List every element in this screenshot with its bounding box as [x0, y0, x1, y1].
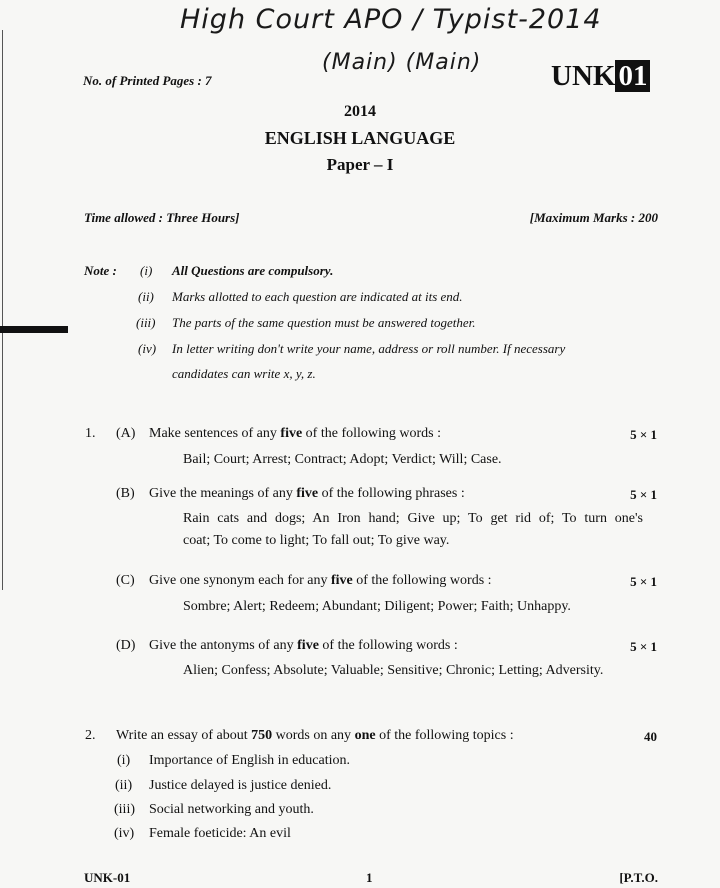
topic-text: Importance of English in education. [149, 753, 350, 768]
paper-code-box [551, 60, 650, 93]
paper-code-suffix: 01 [615, 60, 650, 92]
note-label: Note : [84, 263, 117, 278]
question-number: 2. [85, 728, 96, 743]
note-item-text: All Questions are compulsory. [172, 263, 334, 278]
paper-code-prefix: UNK [551, 60, 616, 92]
part-marks: 5 × 1 [630, 427, 657, 442]
footer-code: UNK-01 [84, 870, 131, 885]
note-item-continuation: candidates can write x, y, z. [172, 366, 316, 381]
note-item-num: (i) [140, 263, 153, 278]
note-item-text: In letter writing don't write your name, address or roll number. If necessary [172, 341, 566, 356]
note-item-num: (iii) [136, 315, 156, 330]
handwritten-note-line2: (Main) (Main) [322, 50, 482, 75]
scan-black-mark [0, 326, 68, 333]
page-number: 1 [366, 870, 373, 885]
note-item-num: (ii) [138, 289, 154, 304]
note-item-text: The parts of the same question must be answered together. [172, 315, 476, 330]
part-label: (C) [116, 573, 135, 588]
topic-text: Justice delayed is justice denied. [149, 778, 332, 793]
topic-text: Social networking and youth. [149, 802, 314, 817]
part-marks: 5 × 1 [630, 639, 657, 654]
question-instruction: Write an essay of about 750 words on any one of the following topics : [116, 728, 514, 743]
topic-num: (i) [117, 753, 131, 768]
part-instruction: Make sentences of any five of the following words : [149, 426, 441, 441]
part-content: Rain cats and dogs; An Iron hand; Give up; To get rid of; To turn one's [183, 511, 643, 526]
note-item-num: (iv) [138, 341, 157, 356]
topic-num: (iv) [114, 826, 135, 841]
part-content: Alien; Confess; Absolute; Valuable; Sensitive; Chronic; Letting; Adversity. [183, 663, 604, 678]
topic-num: (iii) [114, 802, 135, 817]
part-marks: 5 × 1 [630, 574, 657, 589]
part-instruction: Give the antonyms of any five of the following words : [149, 638, 458, 653]
part-label: (A) [116, 426, 136, 441]
part-instruction: Give the meanings of any five of the following phrases : [149, 486, 465, 501]
part-instruction: Give one synonym each for any five of the following words : [149, 573, 492, 588]
topic-num: (ii) [115, 778, 133, 793]
question-number: 1. [85, 426, 96, 441]
handwritten-note-line1: High Court APO / Typist-2014 [180, 4, 602, 35]
paper-title: Paper – I [326, 155, 394, 174]
part-content: Bail; Court; Arrest; Contract; Adopt; Verdict; Will; Case. [183, 452, 502, 467]
subject-title: ENGLISH LANGUAGE [264, 128, 456, 148]
note-item-text: Marks allotted to each question are indicated at its end. [172, 289, 463, 304]
part-marks: 5 × 1 [630, 487, 657, 502]
part-content: coat; To come to light; To fall out; To give way. [183, 533, 450, 548]
part-label: (D) [116, 638, 136, 653]
maximum-marks: [Maximum Marks : 200 [529, 210, 658, 225]
question-marks: 40 [644, 729, 657, 744]
exam-year: 2014 [344, 103, 376, 120]
printed-pages: No. of Printed Pages : 7 [83, 73, 212, 88]
pto-label: [P.T.O. [619, 870, 658, 885]
time-allowed: Time allowed : Three Hours] [84, 210, 240, 225]
note-item [172, 263, 333, 279]
part-label: (B) [116, 486, 135, 501]
topic-text: Female foeticide: An evil [149, 826, 291, 841]
part-content: Sombre; Alert; Redeem; Abundant; Diligent; Power; Faith; Unhappy. [183, 599, 571, 614]
